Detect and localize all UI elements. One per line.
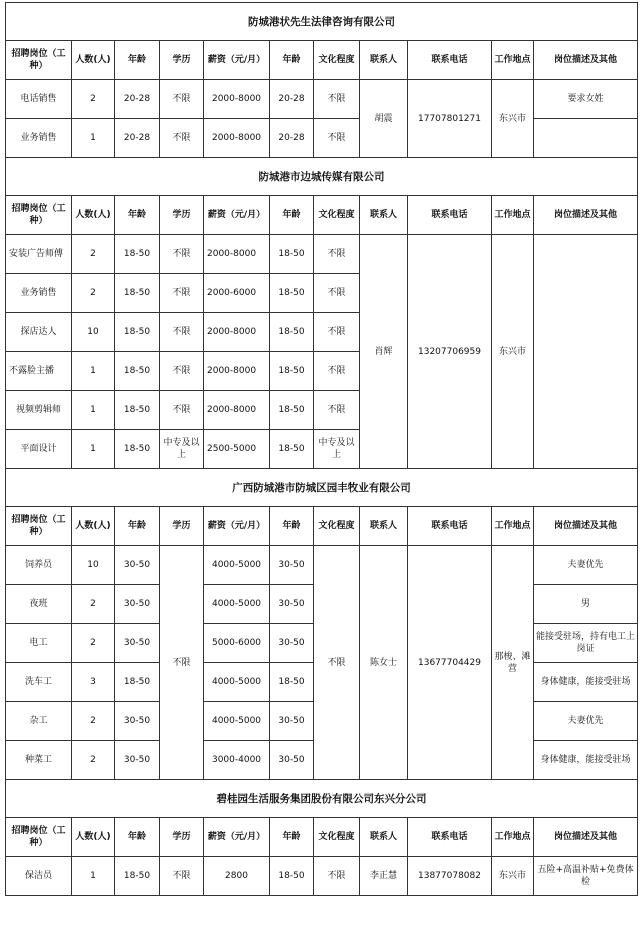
header-count: 人数(人) (72, 41, 115, 80)
desc-cell: 夫妻优先 (534, 546, 638, 585)
age2-cell: 18-50 (270, 313, 314, 352)
header-desc: 岗位描述及其他 (534, 818, 638, 857)
post-cell: 夜班 (6, 585, 72, 624)
edu-cell: 不限 (160, 546, 204, 780)
header-phone: 联系电话 (408, 507, 492, 546)
header-age: 年龄 (115, 507, 160, 546)
salary-cell: 4000-5000 (204, 546, 270, 585)
header-culture: 文化程度 (314, 507, 360, 546)
age2-cell: 18-50 (270, 391, 314, 430)
location-cell: 东兴市 (492, 80, 534, 158)
age-cell: 20-28 (115, 119, 160, 158)
salary-cell: 2000-8000 (204, 313, 270, 352)
header-post: 招聘岗位（工种） (6, 41, 72, 80)
phone-cell: 13877078082 (408, 857, 492, 896)
salary-cell: 2000-8000 (204, 352, 270, 391)
table-row (6, 857, 638, 896)
edu-cell: 不限 (160, 352, 204, 391)
company-title: 广西防城港市防城区园丰牧业有限公司 (6, 469, 638, 507)
header-culture: 文化程度 (314, 818, 360, 857)
age2-cell: 18-50 (270, 663, 314, 702)
post-cell: 饲养员 (6, 546, 72, 585)
salary-cell: 2000-8000 (204, 80, 270, 119)
post-cell: 探店达人 (6, 313, 72, 352)
desc-cell: 身体健康，能接受驻场 (534, 741, 638, 780)
header-count: 人数(人) (72, 507, 115, 546)
header-phone: 联系电话 (408, 818, 492, 857)
age-cell: 30-50 (115, 624, 160, 663)
company-title: 防城港市边城传媒有限公司 (6, 158, 638, 196)
header-edu: 学历 (160, 196, 204, 235)
culture-cell: 不限 (314, 391, 360, 430)
count-cell: 1 (72, 352, 115, 391)
post-cell: 洗车工 (6, 663, 72, 702)
age-cell: 18-50 (115, 235, 160, 274)
age2-cell: 30-50 (270, 585, 314, 624)
post-cell: 电话销售 (6, 80, 72, 119)
count-cell: 2 (72, 741, 115, 780)
edu-cell: 不限 (160, 857, 204, 896)
age-cell: 30-50 (115, 585, 160, 624)
post-cell: 杂工 (6, 702, 72, 741)
count-cell: 2 (72, 624, 115, 663)
header-desc: 岗位描述及其他 (534, 196, 638, 235)
header-location: 工作地点 (492, 507, 534, 546)
age-cell: 30-50 (115, 702, 160, 741)
header-contact: 联系人 (360, 41, 408, 80)
desc-cell: 能接受驻场，持有电工上岗证 (534, 624, 638, 663)
age2-cell: 18-50 (270, 352, 314, 391)
header-salary: 薪资（元/月） (204, 507, 270, 546)
age2-cell: 20-28 (270, 80, 314, 119)
location-cell: 那梭、滩营 (492, 546, 534, 780)
count-cell: 1 (72, 857, 115, 896)
header-contact: 联系人 (360, 507, 408, 546)
company-title: 防城港状先生法律咨询有限公司 (6, 3, 638, 41)
age2-cell: 18-50 (270, 430, 314, 469)
desc-cell (534, 235, 638, 469)
phone-cell: 13207706959 (408, 235, 492, 469)
header-age2: 年龄 (270, 41, 314, 80)
count-cell: 2 (72, 702, 115, 741)
header-edu: 学历 (160, 818, 204, 857)
age2-cell: 30-50 (270, 546, 314, 585)
culture-cell: 不限 (314, 274, 360, 313)
salary-cell: 5000-6000 (204, 624, 270, 663)
culture-cell: 不限 (314, 80, 360, 119)
header-salary: 薪资（元/月） (204, 818, 270, 857)
desc-cell: 男 (534, 585, 638, 624)
table-row (6, 119, 638, 158)
header-contact: 联系人 (360, 818, 408, 857)
culture-cell: 不限 (314, 235, 360, 274)
count-cell: 10 (72, 313, 115, 352)
age-cell: 30-50 (115, 741, 160, 780)
culture-cell: 中专及以上 (314, 430, 360, 469)
count-cell: 1 (72, 430, 115, 469)
header-count: 人数(人) (72, 196, 115, 235)
count-cell: 1 (72, 119, 115, 158)
salary-cell: 4000-5000 (204, 663, 270, 702)
header-count: 人数(人) (72, 818, 115, 857)
company-title: 碧桂园生活服务集团股份有限公司东兴分公司 (6, 780, 638, 818)
header-post: 招聘岗位（工种） (6, 196, 72, 235)
edu-cell: 不限 (160, 391, 204, 430)
edu-cell: 不限 (160, 119, 204, 158)
edu-cell: 不限 (160, 313, 204, 352)
age2-cell: 18-50 (270, 235, 314, 274)
post-cell: 视频剪辑师 (6, 391, 72, 430)
post-cell: 电工 (6, 624, 72, 663)
header-culture: 文化程度 (314, 196, 360, 235)
header-location: 工作地点 (492, 818, 534, 857)
culture-cell: 不限 (314, 352, 360, 391)
count-cell: 2 (72, 235, 115, 274)
header-salary: 薪资（元/月） (204, 41, 270, 80)
count-cell: 2 (72, 80, 115, 119)
header-salary: 薪资（元/月） (204, 196, 270, 235)
header-age: 年龄 (115, 196, 160, 235)
salary-cell: 4000-5000 (204, 702, 270, 741)
salary-cell: 3000-4000 (204, 741, 270, 780)
post-cell: 平面设计 (6, 430, 72, 469)
desc-cell: 夫妻优先 (534, 702, 638, 741)
salary-cell: 2000-8000 (204, 235, 270, 274)
table-row (6, 235, 638, 274)
header-post: 招聘岗位（工种） (6, 507, 72, 546)
header-desc: 岗位描述及其他 (534, 41, 638, 80)
salary-cell: 2000-8000 (204, 119, 270, 158)
salary-cell: 2000-6000 (204, 274, 270, 313)
desc-cell: 要求女姓 (534, 80, 638, 119)
count-cell: 10 (72, 546, 115, 585)
post-cell: 种菜工 (6, 741, 72, 780)
contact-cell: 肖辉 (360, 235, 408, 469)
location-cell: 东兴市 (492, 235, 534, 469)
edu-cell: 不限 (160, 80, 204, 119)
desc-cell: 五险+高温补贴+免费体检 (534, 857, 638, 896)
header-post: 招聘岗位（工种） (6, 818, 72, 857)
count-cell: 3 (72, 663, 115, 702)
contact-cell: 陈女士 (360, 546, 408, 780)
salary-cell: 2500-5000 (204, 430, 270, 469)
header-age2: 年龄 (270, 818, 314, 857)
contact-cell: 李正慧 (360, 857, 408, 896)
age2-cell: 20-28 (270, 119, 314, 158)
header-desc: 岗位描述及其他 (534, 507, 638, 546)
culture-cell: 不限 (314, 313, 360, 352)
header-phone: 联系电话 (408, 196, 492, 235)
age2-cell: 30-50 (270, 624, 314, 663)
header-age: 年龄 (115, 41, 160, 80)
header-culture: 文化程度 (314, 41, 360, 80)
culture-cell: 不限 (314, 546, 360, 780)
table-row (6, 546, 638, 585)
desc-cell: 身体健康，能接受驻场 (534, 663, 638, 702)
header-contact: 联系人 (360, 196, 408, 235)
age-cell: 18-50 (115, 313, 160, 352)
age2-cell: 30-50 (270, 741, 314, 780)
table-row (6, 80, 638, 119)
age-cell: 20-28 (115, 80, 160, 119)
header-age2: 年龄 (270, 507, 314, 546)
post-cell: 保洁员 (6, 857, 72, 896)
edu-cell: 不限 (160, 274, 204, 313)
age-cell: 30-50 (115, 546, 160, 585)
edu-cell: 不限 (160, 235, 204, 274)
phone-cell: 17707801271 (408, 80, 492, 158)
edu-cell: 中专及以上 (160, 430, 204, 469)
header-location: 工作地点 (492, 41, 534, 80)
age-cell: 18-50 (115, 274, 160, 313)
post-cell: 业务销售 (6, 119, 72, 158)
age2-cell: 30-50 (270, 702, 314, 741)
post-cell: 业务销售 (6, 274, 72, 313)
header-age2: 年龄 (270, 196, 314, 235)
age-cell: 18-50 (115, 857, 160, 896)
contact-cell: 胡震 (360, 80, 408, 158)
location-cell: 东兴市 (492, 857, 534, 896)
count-cell: 1 (72, 391, 115, 430)
header-phone: 联系电话 (408, 41, 492, 80)
job-table (5, 2, 638, 896)
post-cell: 安装广告师傅 (6, 235, 72, 274)
desc-cell (534, 119, 638, 158)
count-cell: 2 (72, 274, 115, 313)
post-cell: 不露脸主播 (6, 352, 72, 391)
age-cell: 18-50 (115, 663, 160, 702)
count-cell: 2 (72, 585, 115, 624)
age-cell: 18-50 (115, 352, 160, 391)
age2-cell: 18-50 (270, 274, 314, 313)
phone-cell: 13677704429 (408, 546, 492, 780)
salary-cell: 2000-8000 (204, 391, 270, 430)
age2-cell: 18-50 (270, 857, 314, 896)
salary-cell: 4000-5000 (204, 585, 270, 624)
age-cell: 18-50 (115, 430, 160, 469)
culture-cell: 不限 (314, 119, 360, 158)
header-edu: 学历 (160, 41, 204, 80)
header-edu: 学历 (160, 507, 204, 546)
header-age: 年龄 (115, 818, 160, 857)
culture-cell: 不限 (314, 857, 360, 896)
age-cell: 18-50 (115, 391, 160, 430)
salary-cell: 2800 (204, 857, 270, 896)
header-location: 工作地点 (492, 196, 534, 235)
